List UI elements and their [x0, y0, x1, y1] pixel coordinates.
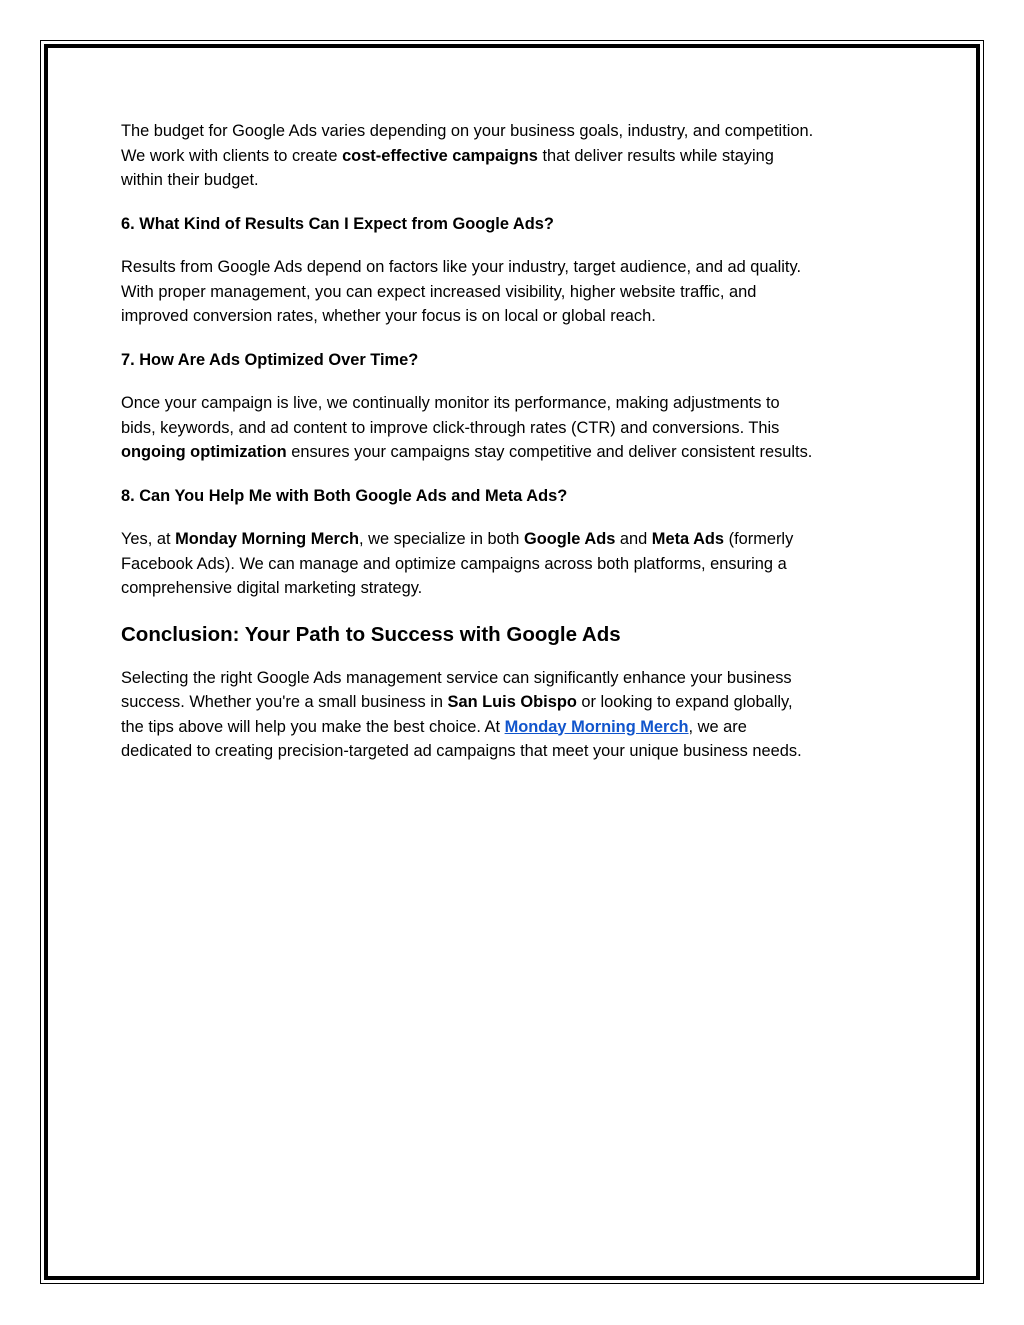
monday-morning-merch-bold: Monday Morning Merch: [175, 530, 360, 548]
q7-line-2: bids, keywords, and ad content to improve click-through rates (CTR) and conversions. This: [121, 418, 780, 437]
question-6-heading: 6. What Kind of Results Can I Expect from Google Ads?: [121, 214, 554, 233]
san-luis-obispo-bold: San Luis Obispo: [447, 693, 577, 711]
q6-line-2: With proper management, you can expect increased visibility, higher website traffic, and: [121, 282, 757, 301]
question-7-answer: [121, 391, 921, 465]
conclusion-line-1: Selecting the right Google Ads management service can significantly enhance your business: [121, 668, 792, 687]
intro-line-2: We work with clients to create cost-effective campaigns that deliver results while staying: [121, 146, 774, 165]
cost-effective-campaigns-bold: cost-effective campaigns: [342, 146, 538, 165]
q8-line-2: Facebook Ads). We can manage and optimize campaigns across both platforms, ensuring a: [121, 554, 787, 573]
question-7-heading: 7. How Are Ads Optimized Over Time?: [121, 350, 419, 369]
question-8-answer: [121, 527, 921, 601]
document-content: [121, 119, 921, 783]
meta-ads-bold: Meta Ads: [651, 530, 725, 548]
q7-line-3: ongoing optimization ensures your campaigns stay competitive and deliver consistent results.: [121, 443, 813, 461]
q7-line-1: Once your campaign is live, we continually monitor its performance, making adjustments to: [121, 394, 780, 412]
intro-paragraph: [121, 119, 921, 193]
intro-line-3: within their budget.: [121, 171, 259, 189]
conclusion-paragraph: [121, 666, 921, 764]
q6-line-1: Results from Google Ads depend on factors like your industry, target audience, and ad quality.: [121, 258, 801, 276]
conclusion-line-2: success. Whether you're a small business in San Luis Obispo or looking to expand globally,: [121, 693, 793, 711]
q6-line-3: improved conversion rates, whether your focus is on local or global reach.: [121, 307, 656, 325]
conclusion-heading: Conclusion: Your Path to Success with Google Ads: [121, 622, 621, 646]
conclusion-line-4: dedicated to creating precision-targeted ad campaigns that meet your unique business needs.: [121, 742, 802, 760]
question-6-answer: [121, 255, 921, 329]
google-ads-bold: Google Ads: [523, 530, 616, 548]
ongoing-optimization-bold: ongoing optimization: [121, 443, 287, 461]
q8-line-3: comprehensive digital marketing strategy.: [121, 579, 423, 597]
intro-line-1: The budget for Google Ads varies depending on your business goals, industry, and competition.: [121, 122, 814, 140]
q8-line-1: Yes, at Monday Morning Merch, we specialize in both Google Ads and Meta Ads (formerly: [121, 530, 794, 548]
monday-morning-merch-link[interactable]: Monday Morning Merch: [504, 717, 689, 736]
conclusion-line-3: the tips above will help you make the best choice. At Monday Morning Merch, we are: [121, 717, 747, 736]
question-8-heading: 8. Can You Help Me with Both Google Ads and Meta Ads?: [121, 486, 568, 505]
